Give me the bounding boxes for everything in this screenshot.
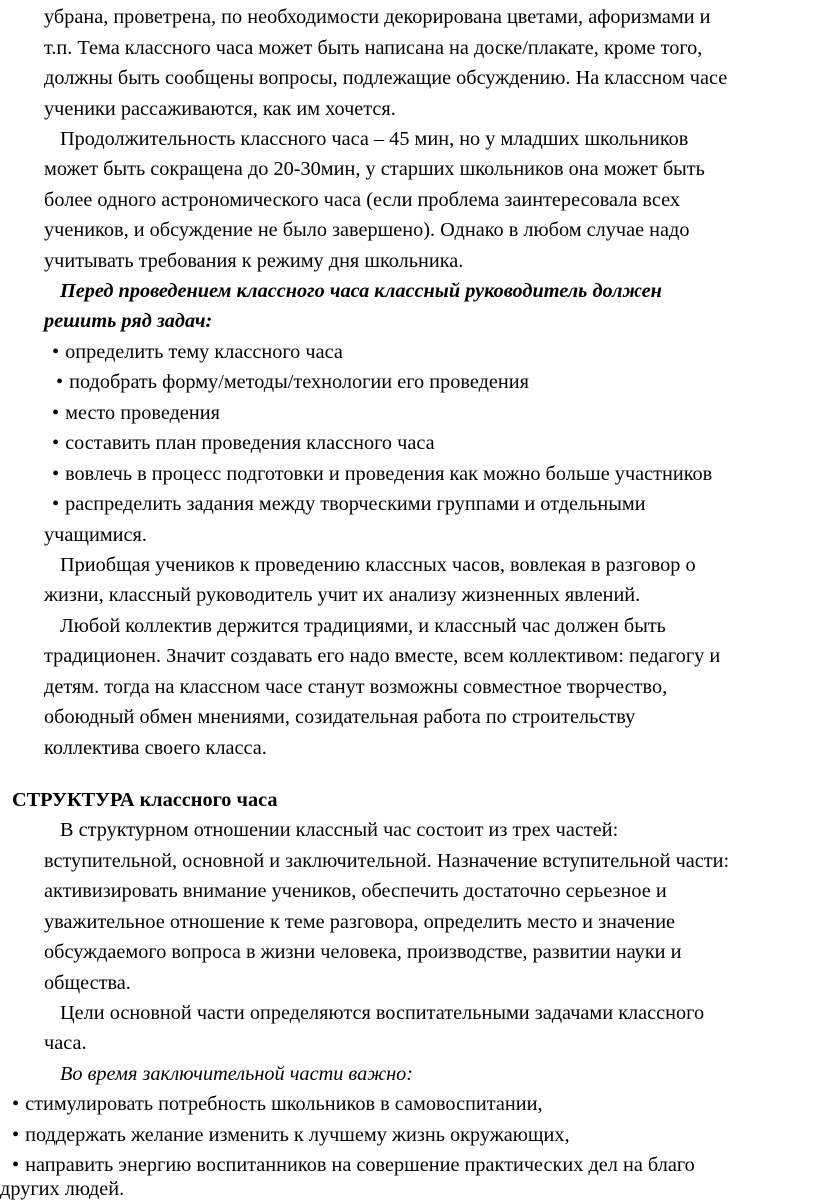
- list-item: [56, 367, 529, 397]
- paragraph-line: обоюдный обмен мнениями, созидательная работа по строительству: [44, 706, 636, 728]
- paragraph-line: коллектива своего класса.: [44, 737, 267, 759]
- paragraph-line: Приобщая учеников к проведению классных часов, вовлекая в разговор о: [60, 554, 696, 576]
- list-item-text: составить план проведения классного часа: [65, 432, 435, 454]
- paragraph-line: детям. тогда на классном часе станут возможны совместное творчество,: [44, 676, 668, 698]
- section-heading: СТРУКТУРА классного часа: [12, 789, 278, 811]
- list-item: [52, 459, 712, 489]
- subsection-heading: Во время заключительной части важно:: [60, 1063, 414, 1085]
- list-item: [52, 398, 220, 428]
- paragraph-line: жизни, классный руководитель учит их анализу жизненных явлений.: [44, 584, 641, 606]
- bullet-icon: •: [56, 371, 64, 393]
- list-item-text: стимулировать потребность школьников в самовоспитании,: [25, 1093, 543, 1115]
- list-item-text: подобрать форму/методы/технологии его проведения: [69, 371, 529, 393]
- paragraph-line: уважительное отношение к теме разговора, определить место и значение: [44, 911, 676, 933]
- list-item: [52, 337, 343, 367]
- list-item: [52, 489, 646, 519]
- paragraph-line: Любой коллектив держится традициями, и классный час должен быть: [60, 615, 666, 637]
- tasks-heading: решить ряд задач:: [44, 310, 213, 332]
- list-item-text: поддержать желание изменить к лучшему жизнь окружающих,: [25, 1124, 570, 1146]
- paragraph-line: Продолжительность классного часа – 45 мин, но у младших школьников: [60, 128, 689, 150]
- paragraph-line: Цели основной части определяются воспитательными задачами классного: [60, 1002, 705, 1024]
- paragraph-line: активизировать внимание учеников, обеспечить достаточно серьезное и: [44, 880, 667, 902]
- paragraph-line: учеников, и обсуждение не было завершено). Однако в любом случае надо: [44, 219, 690, 241]
- paragraph-line: вступительной, основной и заключительной. Назначение вступительной части:: [44, 850, 730, 872]
- paragraph-line: более одного астрономического часа (если проблема заинтересовала всех: [44, 189, 680, 211]
- list-item-continuation: учащимися.: [44, 524, 147, 546]
- bullet-icon: •: [52, 341, 60, 363]
- list-item: [52, 428, 435, 458]
- bullet-icon: •: [12, 1093, 20, 1115]
- list-item-text: определить тему классного часа: [65, 341, 343, 363]
- list-item-text: вовлечь в процесс подготовки и проведения как можно больше участников: [65, 463, 713, 485]
- paragraph-line: часа.: [44, 1032, 87, 1054]
- bullet-icon: •: [12, 1124, 20, 1146]
- paragraph-line: должны быть сообщены вопросы, подлежащие обсуждению. На классном часе: [44, 67, 728, 89]
- list-item-text: направить энергию воспитанников на совершение практических дел на благо: [25, 1154, 695, 1176]
- bullet-icon: •: [12, 1154, 20, 1176]
- bullet-icon: •: [52, 493, 60, 515]
- list-item: [12, 1089, 543, 1119]
- bullet-icon: •: [52, 432, 60, 454]
- list-item: [12, 1120, 570, 1150]
- bullet-icon: •: [52, 402, 60, 424]
- paragraph-line: т.п. Тема классного часа может быть написана на доске/плакате, кроме того,: [44, 37, 703, 59]
- paragraph-line: учитывать требования к режиму дня школьника.: [44, 250, 464, 272]
- paragraph-line: В структурном отношении классный час состоит из трех частей:: [60, 819, 619, 841]
- list-item-continuation: других людей.: [0, 1178, 125, 1200]
- paragraph-line: убрана, проветрена, по необходимости декорирована цветами, афоризмами и: [44, 6, 711, 28]
- tasks-heading: Перед проведением классного часа классный руководитель должен: [60, 280, 662, 302]
- list-item-text: место проведения: [65, 402, 220, 424]
- bullet-icon: •: [52, 463, 60, 485]
- list-item-text: распределить задания между творческими группами и отдельными: [65, 493, 646, 515]
- paragraph-line: традиционен. Значит создавать его надо вместе, всем коллективом: педагогу и: [44, 645, 721, 667]
- paragraph-line: может быть сокращена до 20-30мин, у старших школьников она может быть: [44, 158, 705, 180]
- paragraph-line: ученики рассаживаются, как им хочется.: [44, 98, 396, 120]
- paragraph-line: обсуждаемого вопроса в жизни человека, производстве, развитии науки и: [44, 941, 682, 963]
- paragraph-line: общества.: [44, 972, 131, 994]
